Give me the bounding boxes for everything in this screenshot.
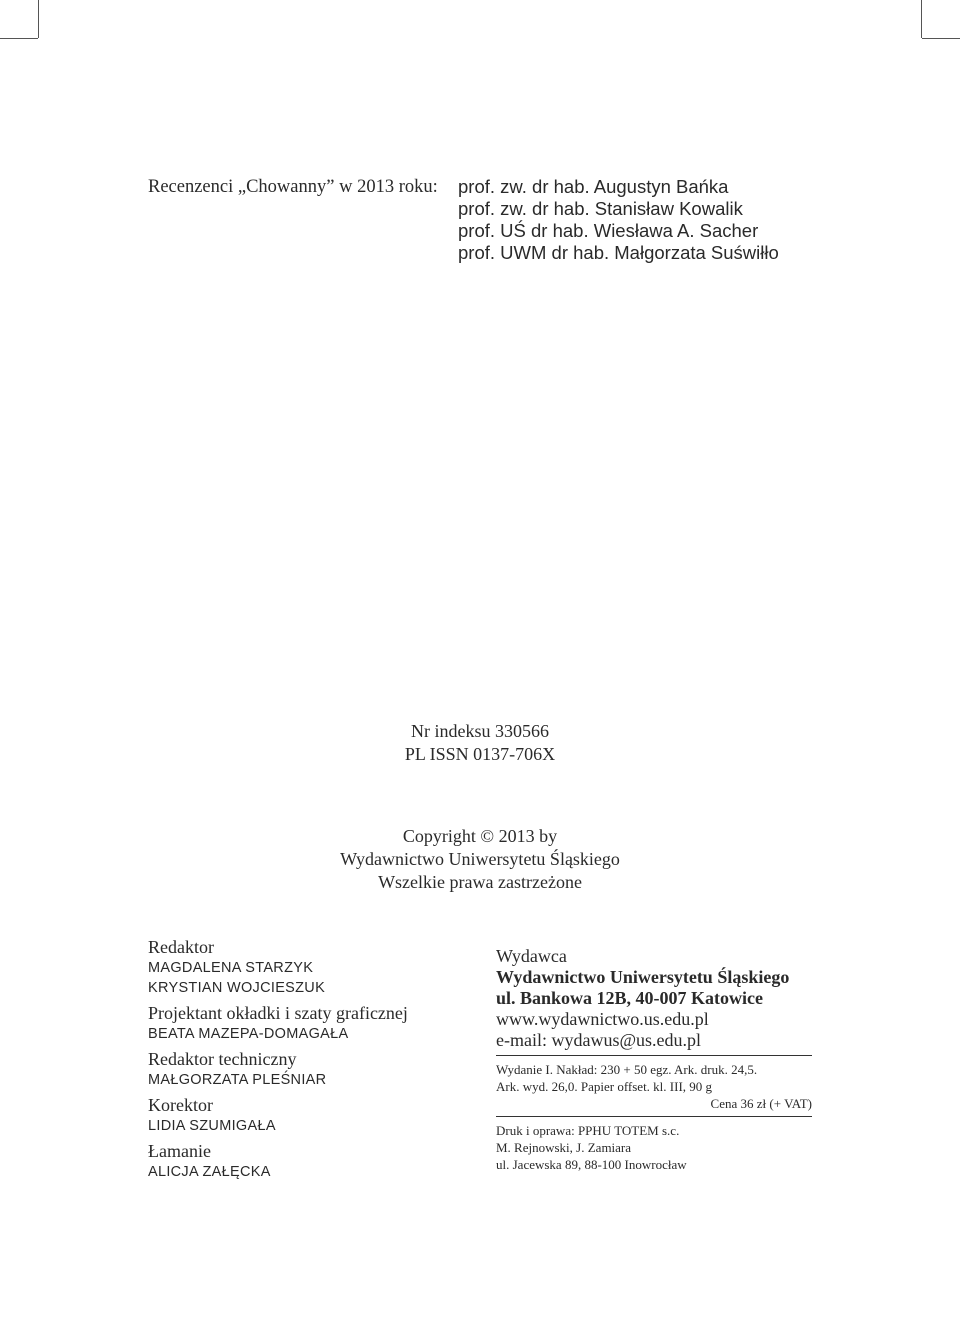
rights-reserved: Wszelkie prawa zastrzeżone	[378, 872, 582, 892]
proofreader-label: Korektor	[148, 1095, 213, 1115]
credits-section	[148, 932, 468, 1182]
printer-address: ul. Jacewska 89, 88-100 Inowrocław	[496, 1157, 687, 1172]
publisher-section	[496, 946, 812, 1173]
price: Cena 36 zł (+ VAT)	[710, 1096, 812, 1111]
publisher-email: e-mail: wydawus@us.edu.pl	[496, 1030, 702, 1050]
crop-mark-right-horizontal	[922, 38, 960, 39]
crop-mark-left-horizontal	[0, 38, 38, 39]
typesetter-name: ALICJA ZAŁĘCKA	[148, 1164, 271, 1180]
index-number: Nr indeksu 330566	[411, 721, 549, 741]
reviewer-name: prof. UWM dr hab. Małgorzata Suświłło	[458, 242, 779, 263]
reviewer-name: prof. zw. dr hab. Stanisław Kowalik	[458, 198, 743, 219]
tech-editor-label: Redaktor techniczny	[148, 1049, 297, 1069]
copyright-line: Copyright © 2013 by	[402, 826, 558, 846]
tech-editor-name: MAŁGORZATA PLEŚNIAR	[148, 1072, 327, 1088]
index-block	[0, 720, 960, 766]
copyright-holder: Wydawnictwo Uniwersytetu Śląskiego	[340, 849, 620, 869]
reviewers-label: Recenzenci „Chowanny” w 2013 roku:	[148, 177, 438, 197]
divider	[496, 1116, 812, 1117]
reviewer-name: prof. UŚ dr hab. Wiesława A. Sacher	[458, 220, 759, 241]
publisher-name: Wydawnictwo Uniwersytetu Śląskiego	[496, 967, 790, 987]
typesetting-label: Łamanie	[148, 1141, 211, 1161]
printer-info: M. Rejnowski, J. Zamiara	[496, 1140, 632, 1155]
edition-info: Ark. wyd. 26,0. Papier offset. kl. III, 90 g	[496, 1079, 713, 1094]
reviewers-list	[458, 176, 779, 264]
printer-info: Druk i oprawa: PPHU TOTEM s.c.	[496, 1123, 680, 1138]
reviewer-name: prof. zw. dr hab. Augustyn Bańka	[458, 176, 729, 197]
issn: PL ISSN 0137-706X	[404, 744, 556, 764]
copyright-block	[0, 825, 960, 894]
edition-info: Wydanie I. Nakład: 230 + 50 egz. Ark. druk. 24,5.	[496, 1062, 758, 1077]
proofreader-name: LIDIA SZUMIGAŁA	[148, 1118, 276, 1134]
publisher-address: ul. Bankowa 12B, 40-007 Katowice	[496, 988, 764, 1008]
editor-name: MAGDALENA STARZYK	[148, 960, 314, 976]
designer-name: BEATA MAZEPA-DOMAGAŁA	[148, 1026, 349, 1042]
editor-name: KRYSTIAN WOJCIESZUK	[148, 980, 326, 996]
publisher-label: Wydawca	[496, 946, 567, 966]
crop-mark-left-vertical	[38, 0, 39, 38]
divider	[496, 1055, 812, 1056]
designer-label: Projektant okładki i szaty graficznej	[148, 1003, 408, 1023]
editor-label: Redaktor	[148, 937, 214, 957]
crop-mark-right-vertical	[921, 0, 922, 38]
publisher-website: www.wydawnictwo.us.edu.pl	[496, 1009, 709, 1029]
